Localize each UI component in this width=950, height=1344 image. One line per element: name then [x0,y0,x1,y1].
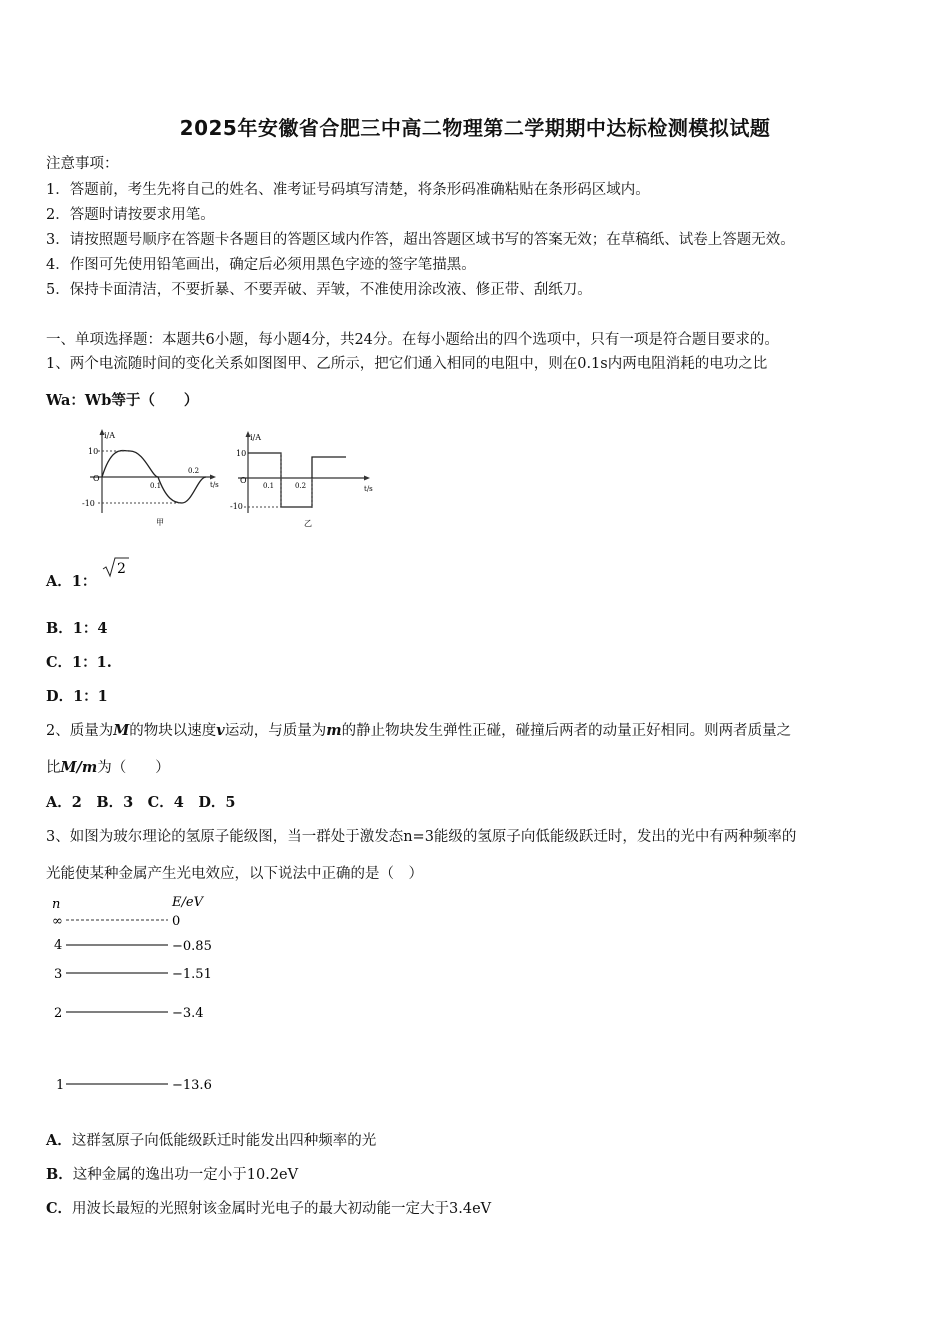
option-label: A． [46,1132,72,1149]
q2-text: 2、质量为 [46,723,114,739]
level-e: −0.85 [172,939,212,954]
option-text: 1：1. [72,654,112,671]
left-xlabel: t/s [210,481,219,489]
section-heading: 一、单项选择题：本题共6小题，每小题4分，共24分。在每小题给出的四个选项中，只有一项是符合题目要求的。 [46,332,779,348]
q1-current-graphs [60,425,405,537]
option-label: D． [46,688,74,705]
q3-option-b [46,1163,298,1184]
q1-stem: 1、两个电流随时间的变化关系如图图甲、乙所示，把它们通入相同的电阻中，则在0.1s内两电阻消耗的电功之比 [46,356,768,372]
level-e: 0 [172,914,181,929]
e-axis-label: E/eV [172,895,203,910]
q1-option-d [46,685,108,706]
level-n: 3 [54,967,63,982]
right-ylabel: i/A [250,433,262,442]
left-t2: 0.2 [188,467,200,475]
option-label: A． [46,573,72,590]
q1-option-a [46,570,96,591]
notice-item: 5．保持卡面清洁，不要折暴、不要弄破、弄皱，不准使用涂改液、修正带、刮纸刀。 [46,282,592,298]
notice-item: 3．请按照题号顺序在答题卡各题目的答题区域内作答，超出答题区域书写的答案无效；在草稿纸、试卷上答题无效。 [46,232,795,248]
right-caption: 乙 [304,519,312,528]
sqrt-symbol [102,556,130,578]
right-ybottom: -10 [230,502,243,511]
q2-text: 运动，与质量为 [224,723,327,739]
level-n: 4 [54,938,63,953]
notice-item: 1．答题前，考生先将自己的姓名、准考证号码填写清楚，将条形码准确粘贴在条形码区域内。 [46,182,650,198]
option-label: C． [46,1200,73,1217]
right-origin: O [240,476,247,485]
q3-option-c [46,1197,491,1218]
left-origin: O [93,474,100,483]
q2-text: 比 [46,760,61,776]
level-e: −1.51 [172,967,212,982]
level-n: 1 [56,1078,65,1093]
page-title: 2025年安徽省合肥三中高二物理第二学期期中达标检测模拟试题 [179,116,771,140]
notice-item: 4．作图可先使用铅笔画出，确定后必须用黑色字迹的签字笔描黑。 [46,257,476,273]
notice-item: 2．答题时请按要求用笔。 [46,207,215,223]
option-text: 这群氢原子向低能级跃迁时能发出四种频率的光 [71,1133,377,1149]
option-text: 用波长最短的光照射该金属时光电子的最大初动能一定大于3.4eV [72,1201,492,1217]
energy-level-diagram [46,892,236,1097]
q2-var-v: v [216,722,225,739]
left-ybottom: -10 [82,499,95,508]
option-text: 1：4 [72,620,108,637]
q2-text: 的物块以速度 [129,723,217,739]
option-label: C． [46,654,73,671]
option-text: 1：1 [73,688,108,705]
q1-option-c [46,651,112,672]
q2-text: 为（ ） [97,760,170,776]
left-ytop: 10 [88,447,99,456]
left-caption: 甲 [156,518,164,527]
right-ytop: 10 [236,449,247,458]
right-t2: 0.2 [295,482,307,490]
q2-ratio: M/m [60,759,98,776]
notice-heading: 注意事项： [46,156,119,172]
q1-stem-line2: Wa：Wb等于（ ） [46,392,199,409]
q3-stem-line2: 光能使某种金属产生光电效应，以下说法中正确的是（ ） [46,866,423,882]
graph-left [82,429,219,527]
level-e: −13.6 [172,1078,212,1093]
option-text: 这种金属的逸出功一定小于10.2eV [72,1167,299,1183]
q2-text: 的静止物块发生弹性正碰，碰撞后两者的动量正好相同。则两者质量之 [341,723,792,739]
graph-right [230,431,373,528]
q3-stem: 3、如图为玻尔理论的氢原子能级图，当一群处于激发态n=3能级的氢原子向低能级跃迁时，发出的光中有两种频率的 [46,829,797,845]
q2-stem-line2 [46,756,170,777]
n-axis-label: n [52,897,61,912]
q2-options: A．2 B．3 C．4 D．5 [46,794,236,811]
sqrt-value: 2 [117,561,126,577]
q2-var-m: m [326,722,342,739]
level-n: ∞ [52,914,63,929]
q3-option-a [46,1129,376,1150]
option-label: B． [46,1166,73,1183]
level-n: 2 [54,1006,63,1021]
option-label: B． [46,620,73,637]
right-t1: 0.1 [263,482,275,490]
left-t1: 0.1 [150,482,162,490]
q2-stem [46,719,791,740]
left-ylabel: i/A [104,431,116,440]
q2-var-M: M [113,722,130,739]
level-e: −3.4 [172,1006,204,1021]
option-text: 1： [71,573,97,590]
q1-option-b [46,617,107,638]
right-xlabel: t/s [364,485,373,493]
